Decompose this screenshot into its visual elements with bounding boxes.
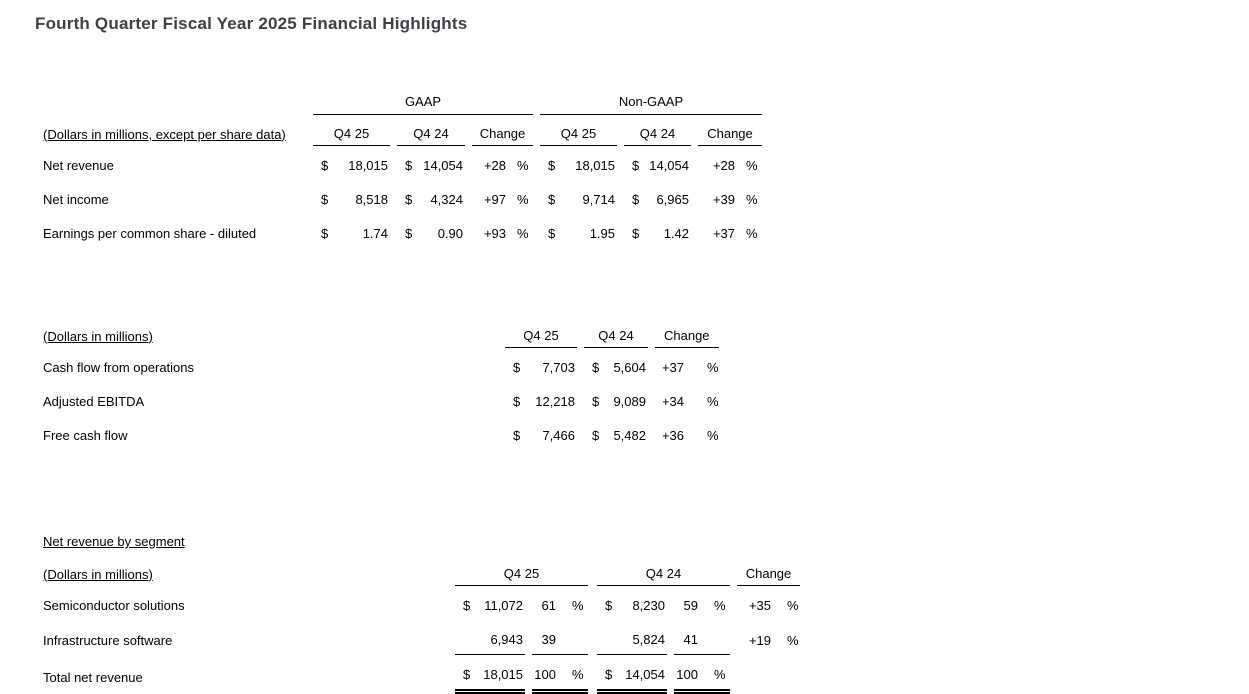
spacer-cell bbox=[617, 115, 624, 146]
spacer-cell bbox=[533, 146, 540, 181]
value-cell: 7,703 bbox=[542, 360, 575, 375]
currency-symbol-cell bbox=[597, 620, 617, 655]
spacer-cell bbox=[465, 115, 472, 146]
spacer-cell bbox=[648, 348, 655, 383]
percent-sign-cell: % bbox=[746, 192, 758, 207]
value-cell: 8,518 bbox=[355, 192, 388, 207]
change-cell: +28 bbox=[483, 158, 506, 173]
row-label: Earnings per common share - diluted bbox=[43, 226, 257, 241]
change-cell: +39 bbox=[712, 192, 735, 207]
change-cell: +37 bbox=[712, 226, 735, 241]
spacer-cell bbox=[588, 655, 597, 692]
spacer-cell bbox=[667, 655, 674, 692]
percent-sign-cell: % bbox=[705, 655, 730, 692]
value-cell: 5,604 bbox=[613, 360, 646, 375]
col-header-q4-25: Q4 25 bbox=[505, 317, 577, 348]
currency-symbol-cell: $ bbox=[321, 158, 329, 173]
currency-symbol-cell: $ bbox=[592, 360, 600, 375]
col-header-change: Change bbox=[698, 115, 762, 146]
col-header-change: Change bbox=[737, 555, 800, 586]
table-caption-text: (Dollars in millions) bbox=[43, 328, 153, 344]
percent-value-cell: 100 bbox=[674, 655, 705, 692]
currency-symbol-cell: $ bbox=[405, 192, 413, 207]
spacer-cell bbox=[730, 620, 737, 655]
row-label: Infrastructure software bbox=[43, 632, 173, 648]
currency-symbol-cell: $ bbox=[632, 158, 640, 173]
spacer-cell bbox=[730, 655, 737, 692]
change-cell: +97 bbox=[483, 192, 506, 207]
currency-symbol-cell: $ bbox=[548, 192, 556, 207]
spacer-cell bbox=[617, 180, 624, 214]
percent-value-cell: 59 bbox=[683, 598, 698, 613]
spacer-cell bbox=[533, 115, 540, 146]
section-title-row bbox=[43, 525, 800, 555]
col-header-q4-24: Q4 24 bbox=[584, 317, 648, 348]
table-row bbox=[43, 586, 800, 621]
percent-value-cell: 100 bbox=[532, 655, 563, 692]
spacer-cell bbox=[390, 115, 397, 146]
row-label: Free cash flow bbox=[43, 428, 128, 443]
spacer-cell bbox=[533, 214, 540, 248]
value-cell: 0.90 bbox=[437, 226, 463, 241]
percent-sign-cell: % bbox=[746, 226, 758, 241]
spacer-cell bbox=[691, 180, 698, 214]
table-caption bbox=[43, 317, 505, 348]
column-header-row bbox=[43, 555, 800, 586]
percent-sign-cell bbox=[563, 620, 588, 655]
row-label: Net revenue bbox=[43, 158, 114, 173]
spacer-cell bbox=[577, 348, 584, 383]
percent-sign-cell: % bbox=[787, 632, 799, 648]
currency-symbol-cell: $ bbox=[605, 598, 613, 613]
percent-sign-cell: % bbox=[746, 158, 758, 173]
value-cell: 1.95 bbox=[589, 226, 615, 241]
spacer-cell bbox=[533, 85, 540, 115]
quarterly-highlights-table bbox=[43, 85, 762, 248]
currency-symbol-cell: $ bbox=[592, 428, 600, 443]
row-label: Semiconductor solutions bbox=[43, 598, 185, 613]
col-header-change: Change bbox=[472, 115, 533, 146]
spacer-cell bbox=[588, 586, 597, 621]
value-cell: 1.74 bbox=[362, 226, 388, 241]
table-row bbox=[43, 382, 719, 416]
row-label: Total net revenue bbox=[43, 669, 143, 685]
value-cell: 18,015 bbox=[575, 158, 615, 173]
change-cell: +34 bbox=[661, 394, 684, 409]
spacer-cell bbox=[390, 214, 397, 248]
col-header-q4-24: Q4 24 bbox=[624, 115, 691, 146]
col-header-q4-25: Q4 25 bbox=[313, 115, 390, 146]
spacer-cell bbox=[691, 115, 698, 146]
spacer-cell bbox=[667, 586, 674, 621]
value-cell: 18,015 bbox=[475, 655, 525, 692]
row-label: Net income bbox=[43, 192, 109, 207]
change-cell: +28 bbox=[712, 158, 735, 173]
row-label: Adjusted EBITDA bbox=[43, 394, 145, 409]
spacer-cell bbox=[533, 180, 540, 214]
value-cell: 9,714 bbox=[582, 192, 615, 207]
percent-sign-cell: % bbox=[517, 226, 529, 241]
col-header-change: Change bbox=[655, 317, 719, 348]
change-cell: +93 bbox=[483, 226, 506, 241]
value-cell: 11,072 bbox=[484, 598, 523, 613]
page bbox=[0, 14, 1249, 685]
col-header-q4-25: Q4 25 bbox=[455, 555, 588, 586]
spacer-cell bbox=[577, 382, 584, 416]
spacer-cell bbox=[730, 555, 737, 586]
spacer-cell bbox=[667, 620, 674, 655]
table-row bbox=[43, 655, 800, 692]
table-row bbox=[43, 348, 719, 383]
table-caption-text: (Dollars in millions, except per share data) bbox=[43, 126, 286, 142]
percent-value-cell: 41 bbox=[674, 620, 705, 655]
value-cell: 5,824 bbox=[617, 620, 667, 655]
value-cell: 6,943 bbox=[475, 620, 525, 655]
currency-symbol-cell: $ bbox=[321, 226, 329, 241]
currency-symbol-cell: $ bbox=[548, 158, 556, 173]
value-cell: 5,482 bbox=[613, 428, 646, 443]
column-header-row bbox=[43, 115, 762, 146]
change-cell: +37 bbox=[661, 360, 684, 375]
percent-sign-cell: % bbox=[707, 394, 719, 409]
change-cell: +19 bbox=[748, 632, 771, 648]
spacer-cell bbox=[577, 317, 584, 348]
change-cell: +35 bbox=[748, 598, 771, 613]
value-cell: 7,466 bbox=[542, 428, 575, 443]
spacer-cell bbox=[617, 214, 624, 248]
value-cell: 12,218 bbox=[535, 394, 575, 409]
percent-sign-cell: % bbox=[787, 598, 799, 613]
currency-symbol-cell: $ bbox=[455, 655, 475, 692]
table-row bbox=[43, 416, 719, 450]
value-cell: 9,089 bbox=[613, 394, 646, 409]
percent-sign-cell: % bbox=[517, 158, 529, 173]
value-cell: 1.42 bbox=[663, 226, 689, 241]
currency-symbol-cell: $ bbox=[463, 598, 471, 613]
percent-sign-cell bbox=[705, 620, 730, 655]
spacer-cell bbox=[648, 416, 655, 450]
value-cell: 14,054 bbox=[423, 158, 463, 173]
spacer-cell bbox=[577, 416, 584, 450]
table-row bbox=[43, 214, 762, 248]
spacer-cell bbox=[648, 317, 655, 348]
currency-symbol-cell: $ bbox=[405, 226, 413, 241]
value-cell: 8,230 bbox=[632, 598, 665, 613]
percent-value-cell: 39 bbox=[532, 620, 563, 655]
revenue-by-segment-table bbox=[43, 525, 800, 694]
row-label: Cash flow from operations bbox=[43, 360, 195, 375]
non-gaap-group-header: Non-GAAP bbox=[540, 85, 762, 115]
spacer-cell bbox=[691, 214, 698, 248]
currency-symbol-cell: $ bbox=[548, 226, 556, 241]
spacer-cell bbox=[525, 620, 532, 655]
table-row bbox=[43, 180, 762, 214]
value-cell: 6,965 bbox=[656, 192, 689, 207]
spacer-cell bbox=[730, 586, 737, 621]
currency-symbol-cell: $ bbox=[513, 360, 521, 375]
currency-symbol-cell: $ bbox=[592, 394, 600, 409]
currency-symbol-cell: $ bbox=[513, 428, 521, 443]
table-caption bbox=[43, 115, 313, 146]
table-row bbox=[43, 620, 800, 655]
currency-symbol-cell: $ bbox=[513, 394, 521, 409]
spacer-cell bbox=[525, 655, 532, 692]
currency-symbol-cell: $ bbox=[597, 655, 617, 692]
segment-section-title-text: Net revenue by segment bbox=[43, 534, 185, 549]
table-caption bbox=[43, 555, 455, 586]
spacer-cell bbox=[465, 180, 472, 214]
spacer-cell bbox=[390, 180, 397, 214]
col-header-q4-24: Q4 24 bbox=[597, 555, 730, 586]
currency-symbol-cell: $ bbox=[321, 192, 329, 207]
table-caption-text: (Dollars in millions) bbox=[43, 566, 153, 582]
spacer-cell bbox=[525, 586, 532, 621]
currency-symbol-cell: $ bbox=[405, 158, 413, 173]
spacer-cell bbox=[465, 146, 472, 181]
spacer-cell bbox=[465, 214, 472, 248]
spacer-cell bbox=[648, 382, 655, 416]
column-header-row bbox=[43, 317, 719, 348]
percent-sign-cell: % bbox=[517, 192, 529, 207]
spacer-cell bbox=[588, 620, 597, 655]
spacer-cell bbox=[43, 85, 313, 115]
col-header-q4-25: Q4 25 bbox=[540, 115, 617, 146]
spacer-cell bbox=[617, 146, 624, 181]
spacer-cell bbox=[691, 146, 698, 181]
currency-symbol-cell bbox=[455, 620, 475, 655]
value-cell: 14,054 bbox=[649, 158, 689, 173]
percent-value-cell: 61 bbox=[541, 598, 556, 613]
page-title: Fourth Quarter Fiscal Year 2025 Financial Highlights bbox=[35, 14, 468, 33]
gaap-group-header: GAAP bbox=[313, 85, 533, 115]
table-row bbox=[43, 146, 762, 181]
currency-symbol-cell: $ bbox=[632, 226, 640, 241]
percent-sign-cell: % bbox=[707, 360, 719, 375]
change-cell: +36 bbox=[661, 428, 684, 443]
value-cell: 14,054 bbox=[617, 655, 667, 692]
spacer-cell bbox=[588, 555, 597, 586]
value-cell: 18,015 bbox=[348, 158, 388, 173]
spacer-cell bbox=[390, 146, 397, 181]
percent-sign-cell bbox=[778, 655, 800, 692]
value-cell: 4,324 bbox=[430, 192, 463, 207]
col-header-q4-24: Q4 24 bbox=[397, 115, 465, 146]
percent-sign-cell: % bbox=[563, 655, 588, 692]
percent-sign-cell: % bbox=[572, 598, 584, 613]
group-header-row bbox=[43, 85, 762, 115]
segment-section-title bbox=[43, 525, 800, 555]
change-cell bbox=[737, 655, 778, 692]
percent-sign-cell: % bbox=[714, 598, 726, 613]
percent-sign-cell: % bbox=[707, 428, 719, 443]
currency-symbol-cell: $ bbox=[632, 192, 640, 207]
cash-flow-table bbox=[43, 317, 719, 450]
